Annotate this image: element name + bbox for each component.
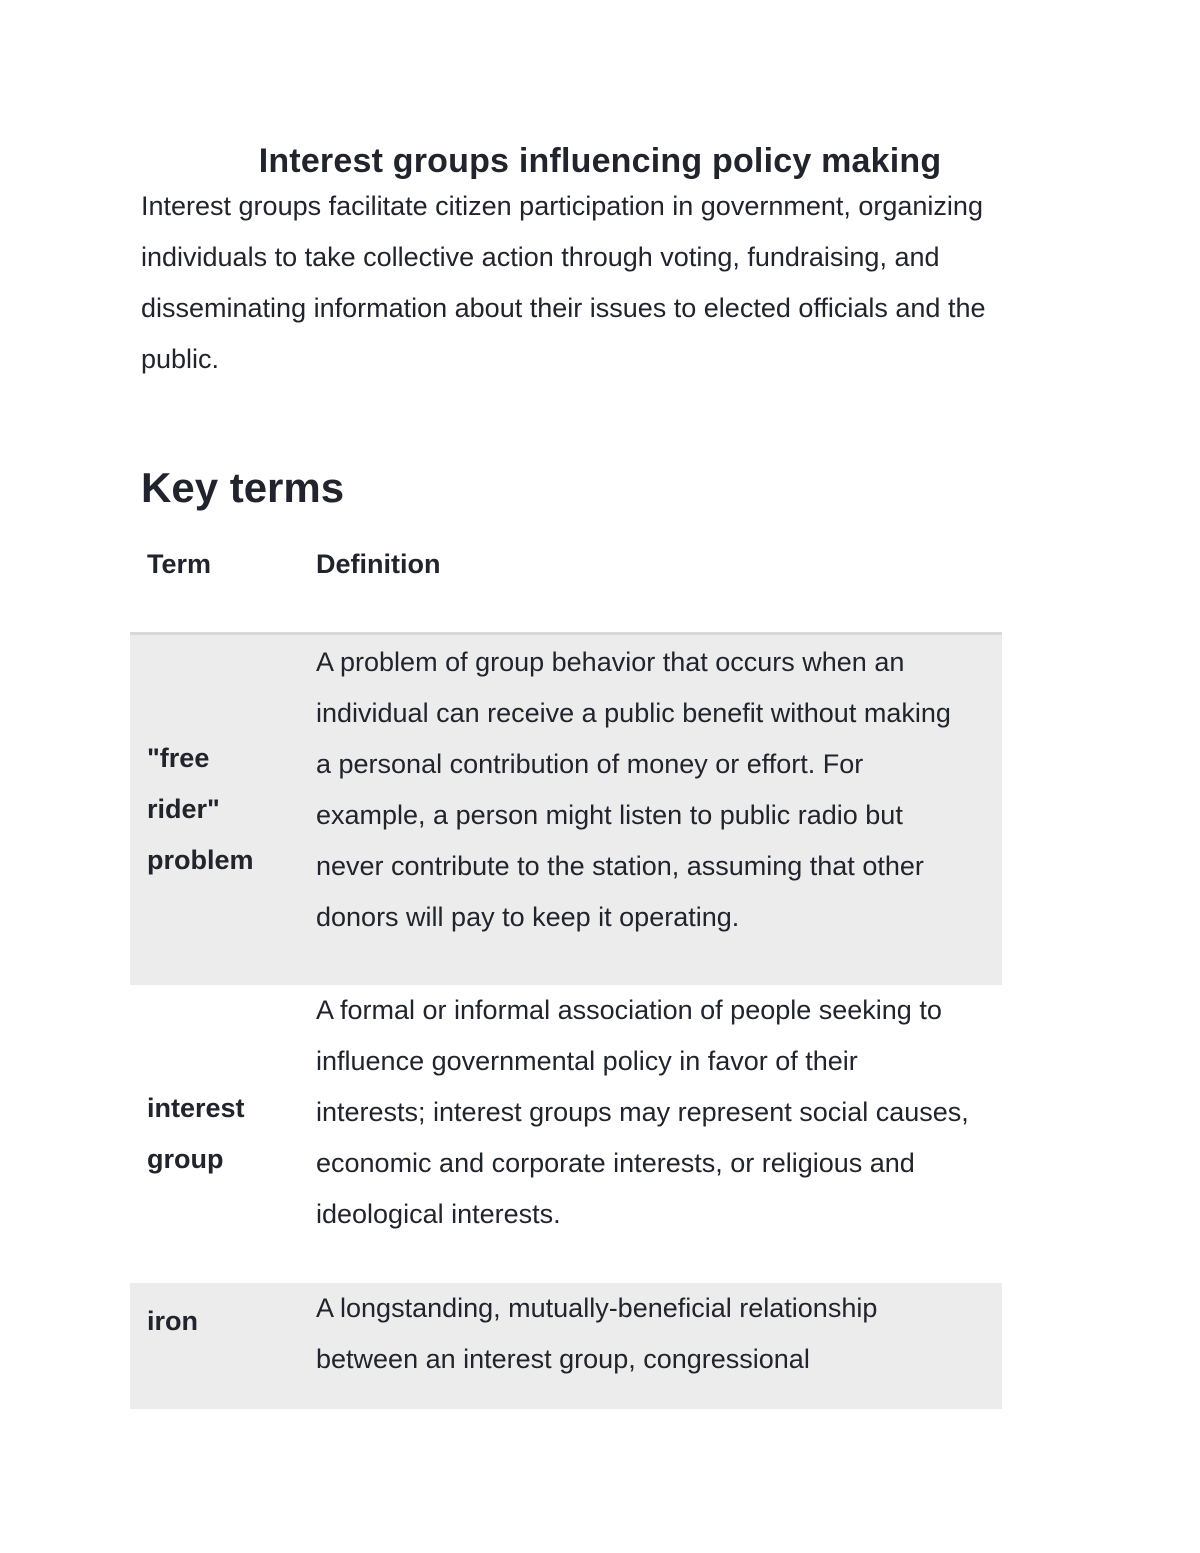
column-header-term: Term: [130, 535, 300, 633]
definition-cell: A problem of group behavior that occurs when an individual can receive a public benefit without making a personal contribution of money or effort. For example, a person might listen to public radio but never contribute to the station, assuming that other donors will pay to keep it operating.: [300, 633, 1002, 985]
key-terms-table: [130, 535, 1002, 1409]
term-text: interest group: [147, 1093, 245, 1174]
column-header-definition: Definition: [300, 535, 1002, 633]
table-row: [130, 633, 1002, 985]
section-heading-key-terms: Key terms: [141, 464, 345, 511]
intro-paragraph: Interest groups facilitate citizen participation in government, organizing individuals to take collective action through voting, fundraising, and disseminating information about their issues to elected officials and the public.: [141, 191, 986, 374]
definition-cell: A formal or informal association of people seeking to influence governmental policy in favor of their interests; interest groups may represent social causes, economic and corporate interests, or religious and ideological interests.: [316, 995, 969, 1229]
term-cell: [130, 633, 300, 985]
table-row: [130, 985, 1002, 1283]
table-row: [130, 1283, 1002, 1409]
term-text: "free rider" problem: [147, 742, 254, 875]
table-header: [130, 535, 1002, 633]
definition-cell: A longstanding, mutually-beneficial relationship between an interest group, congressional: [300, 1283, 1002, 1409]
table-header-row: [130, 535, 1002, 633]
term-cell: [130, 1283, 300, 1409]
term-text: iron: [147, 1306, 198, 1336]
term-cell: [130, 985, 300, 1283]
table-body: [130, 633, 1002, 1409]
page-title: Interest groups influencing policy making: [258, 142, 942, 180]
